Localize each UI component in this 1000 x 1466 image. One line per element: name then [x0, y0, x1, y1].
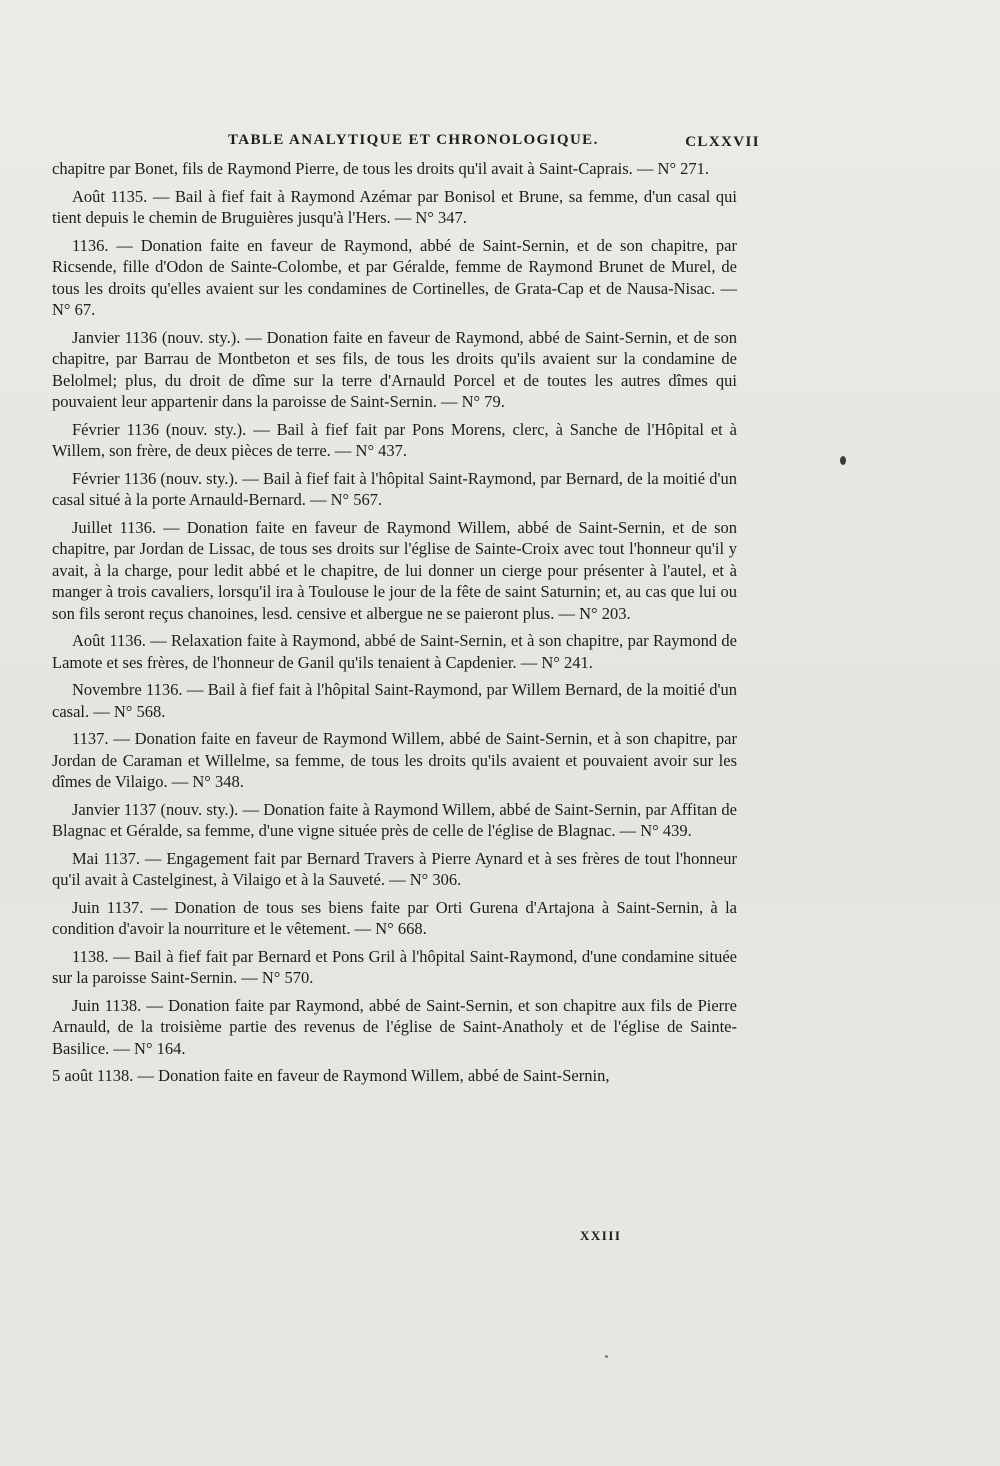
entry-15: Juin 1138. — Donation faite par Raymond, abbé de Saint-Sernin, et son chapitre aux fils de Pierre Arnauld, de la troisième partie des revenus de l'église de Saint-Anatholy et de l'église de Sainte-Basilice. — N° 164.: [52, 995, 737, 1058]
page-header: [228, 132, 760, 158]
entry-9: Novembre 1136. — Bail à fief fait à l'hôpital Saint-Raymond, par Willem Bernard, de la moitié d'un casal. — N° 568.: [52, 680, 737, 721]
entry-16: 5 août 1138. — Donation faite en faveur de Raymond Willem, abbé de Saint-Sernin,: [52, 1066, 610, 1085]
entry-11: Janvier 1137 (nouv. sty.). — Donation faite à Raymond Willem, abbé de Saint-Sernin, par Affitan de Blagnac et Géralde, sa femme, d'une vigne située près de celle de l'église de Blagnac. — N° 439.: [52, 799, 737, 840]
body-text: [52, 158, 737, 1093]
running-title: TABLE ANALYTIQUE ET CHRONOLOGIQUE.: [228, 132, 599, 148]
entry-10: 1137. — Donation faite en faveur de Raymond Willem, abbé de Saint-Sernin, et à son chapitre, par Jordan de Caraman et Willelme, sa femme, de tous les droits qu'ils avaient et pouvaient avoir sur les dîmes de Vilaigo. — N° 348.: [52, 729, 737, 791]
entry-6: Février 1136 (nouv. sty.). — Bail à fief fait à l'hôpital Saint-Raymond, par Bernard, de la moitié d'un casal situé à la porte Arnauld-Bernard. — N° 567.: [52, 468, 737, 509]
entry-13: Juin 1137. — Donation de tous ses biens faite par Orti Gurena d'Artajona à Saint-Sernin, à la condition d'avoir la nourriture et le vêtement. — N° 668.: [52, 897, 737, 938]
entry-7: Juillet 1136. — Donation faite en faveur de Raymond Willem, abbé de Saint-Sernin, et de son chapitre, par Jordan de Lissac, de tous ses droits sur l'église de Sainte-Croix avec tout l'honneur qu'il y avait, à la charge, pour ledit abbé et le chapitre, de lui donner un cierge pour présenter à l'autel, et à manger à trois cavaliers, lorsqu'il ira à Toulouse le jour de la fête de saint Saturnin; et, au cas que lui ou son fils seront reçus chanoines, lesd. censive et albergue ne se paieront plus. — N° 203.: [52, 517, 737, 623]
entry-2: Août 1135. — Bail à fief fait à Raymond Azémar par Bonisol et Brune, sa femme, d'un casal qui tient depuis le chemin de Bruguières jusqu'à l'Hers. — N° 347.: [52, 186, 737, 227]
entry-8: Août 1136. — Relaxation faite à Raymond, abbé de Saint-Sernin, et à son chapitre, par Raymond de Lamote et ses frères, de l'honneur de Ganil qu'ils tenaient à Capdenier. — N° 241.: [52, 631, 737, 672]
entry-14: 1138. — Bail à fief fait par Bernard et Pons Gril à l'hôpital Saint-Raymond, d'une condamine située sur la paroisse Saint-Sernin. — N° 570.: [52, 946, 737, 987]
signature-mark: XXIII: [580, 1228, 622, 1243]
entry-1: chapitre par Bonet, fils de Raymond Pierre, de tous les droits qu'il avait à Saint-Caprais. — N° 271.: [52, 159, 710, 178]
entry-4: Janvier 1136 (nouv. sty.). — Donation faite en faveur de Raymond, abbé de Saint-Sernin, et de son chapitre, par Barrau de Montbeton et ses fils, de tous les droits qu'ils avaient sur la condamine de Belolmel; plus, du droit de dîme sur la terre d'Arnauld Porcel et de toutes les autres dîmes qui pouvaient leur appartenir dans la paroisse de Saint-Sernin. — N° 79.: [52, 327, 737, 411]
entry-3: 1136. — Donation faite en faveur de Raymond, abbé de Saint-Sernin, et de son chapitre, par Ricsende, fille d'Odon de Sainte-Colombe, et par Géralde, femme de Raymond Brunet de Murel, de tous les droits qu'elles avaient sur les condamines de Cortinelles, de Grata-Cap et de Nausa-Nisac. — N° 67.: [52, 235, 737, 319]
ink-spot: [605, 1355, 608, 1358]
ink-spot: [840, 456, 846, 465]
entry-12: Mai 1137. — Engagement fait par Bernard Travers à Pierre Aynard et à ses frères de tout l'honneur qu'il avait à Castelginest, à Vilaigo et à la Sauveté. — N° 306.: [52, 848, 737, 889]
page-number: CLXXVII: [685, 134, 760, 150]
entry-5: Février 1136 (nouv. sty.). — Bail à fief fait par Pons Morens, clerc, à Sanche de l'Hôpital et à Willem, son frère, de deux pièces de terre. — N° 437.: [52, 419, 737, 460]
